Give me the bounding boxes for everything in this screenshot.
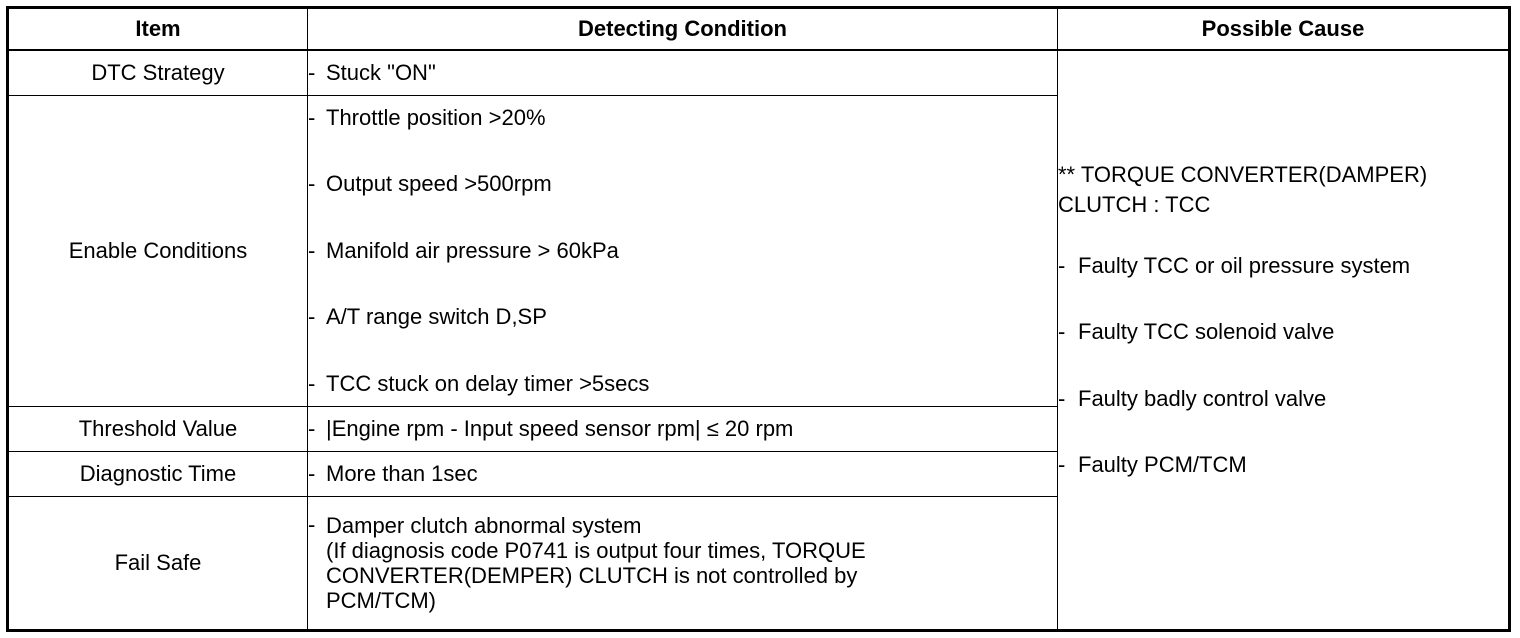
list-item <box>308 106 1057 173</box>
item-threshold-value: Threshold Value <box>8 406 308 451</box>
condition-threshold-value <box>308 406 1058 451</box>
list-item <box>308 239 1057 306</box>
condition-text: TCC stuck on delay timer >5secs <box>326 370 650 396</box>
list-item <box>1058 320 1508 387</box>
bullet-dash: - <box>308 511 316 537</box>
item-enable-conditions: Enable Conditions <box>8 95 308 406</box>
list-item <box>1058 387 1508 454</box>
cause-text: Faulty PCM/TCM <box>1078 452 1247 478</box>
condition-dtc-strategy <box>308 50 1058 95</box>
list-item <box>1058 254 1508 321</box>
cause-text: Faulty badly control valve <box>1078 385 1327 411</box>
header-item: Item <box>8 8 308 51</box>
condition-text: A/T range switch D,SP <box>326 304 547 329</box>
possible-cause-cell <box>1058 50 1510 630</box>
cause-list <box>1058 254 1508 520</box>
condition-fail-safe <box>308 496 1058 630</box>
bullet-dash: - <box>308 304 316 329</box>
bullet-dash: - <box>308 460 316 486</box>
bullet-dash: - <box>308 59 316 85</box>
list-item <box>1058 453 1508 520</box>
bullet-dash: - <box>308 104 316 130</box>
header-row <box>8 8 1510 51</box>
condition-text: Throttle position >20% <box>326 104 546 130</box>
cause-heading-line1: ** TORQUE CONVERTER(DAMPER) <box>1058 161 1428 187</box>
bullet-dash: - <box>1058 385 1066 411</box>
list-item <box>308 372 1057 396</box>
list-item <box>308 172 1057 239</box>
item-fail-safe: Fail Safe <box>8 496 308 630</box>
bullet-dash: - <box>1058 252 1066 278</box>
condition-text: |Engine rpm - Input speed sensor rpm| ≤ 20 rpm <box>326 415 794 441</box>
diagnostic-table <box>6 6 1511 632</box>
table-row <box>8 50 1510 95</box>
condition-enable-conditions <box>308 95 1058 406</box>
bullet-dash: - <box>308 237 316 263</box>
condition-text: Manifold air pressure > 60kPa <box>326 237 619 263</box>
header-detecting-condition: Detecting Condition <box>308 8 1058 51</box>
cause-heading-line2: CLUTCH : TCC <box>1058 191 1211 217</box>
bullet-dash: - <box>308 370 316 396</box>
condition-text: Stuck "ON" <box>326 59 436 85</box>
cause-text: Faulty TCC solenoid valve <box>1078 319 1335 345</box>
cause-heading <box>1058 160 1508 220</box>
condition-text: Damper clutch abnormal system (If diagnosis code P0741 is output four times, TORQUE CONVERTER(DEMPER) CLUTCH is not controlled by PCM/TCM) <box>326 512 866 613</box>
condition-diagnostic-time <box>308 451 1058 496</box>
list-item <box>308 305 1057 372</box>
bullet-dash: - <box>308 415 316 441</box>
condition-text: More than 1sec <box>326 460 478 486</box>
bullet-dash: - <box>1058 452 1066 478</box>
cause-text: Faulty TCC or oil pressure system <box>1078 252 1411 278</box>
header-possible-cause: Possible Cause <box>1058 8 1510 51</box>
bullet-dash: - <box>1058 319 1066 345</box>
bullet-dash: - <box>308 171 316 196</box>
item-diagnostic-time: Diagnostic Time <box>8 451 308 496</box>
item-dtc-strategy: DTC Strategy <box>8 50 308 95</box>
condition-text: Output speed >500rpm <box>326 171 552 196</box>
